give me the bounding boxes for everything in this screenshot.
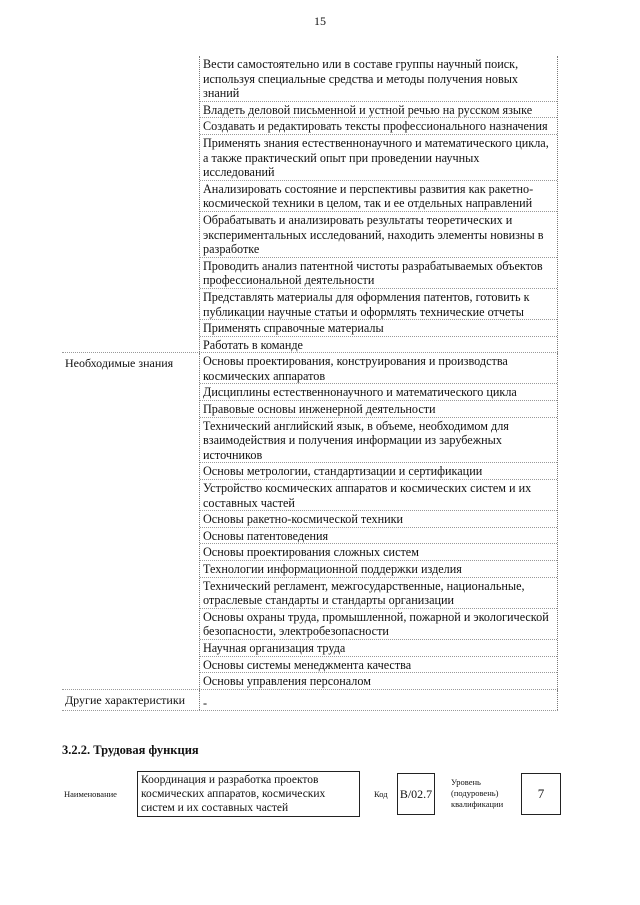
skill-item: Представлять материалы для оформления патентов, готовить к публикации научные статьи и оформлять технические отчеты (200, 289, 557, 320)
knowledge-item: Дисциплины естественнонаучного и математического цикла (200, 384, 557, 401)
other-characteristics-label: Другие характеристики (65, 692, 186, 707)
knowledge-item: Основы проектирования, конструирования и производства космических аппаратов (200, 353, 557, 384)
knowledge-item: Основы управления персоналом (203, 674, 371, 689)
page-number: 15 (314, 14, 326, 28)
knowledge-item: Основы патентоведения (200, 528, 557, 545)
section-heading: 3.2.2. Трудовая функция (62, 743, 199, 757)
qualification-level-label: Уровень (подуровень) квалификации (451, 777, 504, 809)
function-name-value: Координация и разработка проектов космических аппаратов, космических систем и их составных частей (137, 771, 360, 817)
knowledge-item: Устройство космических аппаратов и космических систем и их составных частей (200, 480, 557, 511)
skills-label (62, 56, 199, 352)
skill-item: Проводить анализ патентной чистоты разрабатываемых объектов профессиональной деятельности (200, 258, 557, 289)
skill-item: Владеть деловой письменной и устной речью на русском языке (200, 102, 557, 119)
knowledge-item: Основы системы менеджмента качества (200, 657, 557, 674)
knowledge-row (62, 352, 558, 688)
skills-row (62, 56, 558, 352)
function-code-value: B/02.7 (397, 773, 435, 815)
knowledge-item: Технический регламент, межгосударственные, национальные, отраслевые стандарты и стандарты организации (200, 578, 557, 609)
skill-item: Анализировать состояние и перспективы развития как ракетно-космической техники в целом, так и ее отдельных направлений (200, 181, 557, 212)
knowledge-item: Технический английский язык, в объеме, необходимом для взаимодействия и получения информации из зарубежных источников (200, 418, 557, 464)
knowledge-item: Научная организация труда (200, 640, 557, 657)
other-characteristics-value: - (203, 695, 208, 710)
function-name-label: Наименование (64, 789, 117, 799)
skills-list (199, 56, 558, 352)
skill-item: Вести самостоятельно или в составе группы научный поиск, используя специальные средства и методы получения новых знаний (200, 56, 557, 102)
function-code-label: Код (374, 789, 388, 799)
knowledge-item: Основы охраны труда, промышленной, пожарной и экологической безопасности, электробезопасности (200, 609, 557, 640)
knowledge-item: Технологии информационной поддержки изделия (200, 561, 557, 578)
skill-item: Создавать и редактировать тексты профессионального назначения (200, 118, 557, 135)
knowledge-item: Основы метрологии, стандартизации и сертификации (200, 463, 557, 480)
skill-item: Работать в команде (203, 337, 303, 352)
skill-item: Применять знания естественнонаучного и математического цикла, а также практический опыт при проведении научных исследований (200, 135, 557, 181)
knowledge-item: Правовые основы инженерной деятельности (200, 401, 557, 418)
skill-item: Применять справочные материалы (200, 320, 557, 337)
requirements-table (62, 56, 558, 711)
labor-function-header (62, 771, 562, 819)
knowledge-item: Основы проектирования сложных систем (200, 544, 557, 561)
knowledge-list (199, 353, 558, 688)
other-characteristics-value-cell (199, 690, 558, 711)
qualification-level-value: 7 (521, 773, 561, 815)
knowledge-item: Основы ракетно-космической техники (200, 511, 557, 528)
skill-item: Обрабатывать и анализировать результаты теоретических и экспериментальных исследований, находить элементы новизны в разработке (200, 212, 557, 258)
knowledge-label: Необходимые знания (65, 356, 174, 371)
other-characteristics-row (62, 689, 558, 712)
